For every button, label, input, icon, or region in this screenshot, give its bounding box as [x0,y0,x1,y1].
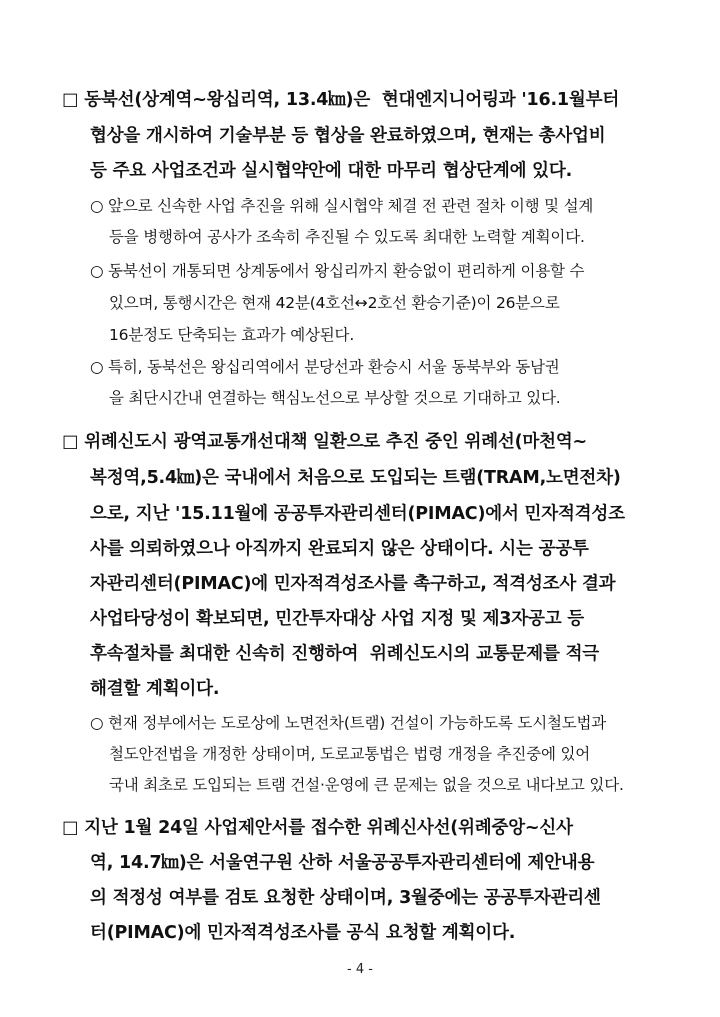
bullet-1-line-1: ○ 앞으로 신속한 사업 추진을 위해 실시협약 체결 전 관련 절차 이행 및 설계 [90,197,594,215]
bullet-4-line-1: ○ 현재 정부에서는 도로상에 노면전차(트램) 건설이 가능하도록 도시철도법과 [90,714,607,732]
bullet-2-line-2: 있으며, 통행시간은 현재 42분(4호선↔2호선 환승기준)이 26분으로 [109,294,560,312]
page-number: - 4 - [347,962,373,977]
section-3-line-3: 의 적정성 여부를 검토 요청한 상태이며, 3월중에는 공공투자관리센 [90,888,601,908]
section-3-line-2: 역, 14.7㎞)은 서울연구원 산하 서울공공투자관리센터에 제안내용 [90,853,595,873]
bullet-3-line-1: ○ 특히, 동북선은 왕십리역에서 분당선과 환승시 서울 동북부와 동남권 [90,358,560,376]
section-3-line-1: □ 지난 1월 24일 사업제안서를 접수한 위례신사선(위례중앙~신사 [62,818,573,838]
bullet-4-line-2: 철도안전법을 개정한 상태이며, 도로교통법은 법령 개정을 추진중에 있어 [109,745,591,763]
section-2-line-5: 자관리센터(PIMAC)에 민자적격성조사를 촉구하고, 적격성조사 결과 [90,574,616,594]
section-1-line-3: 등 주요 사업조건과 실시협약안에 대한 마무리 협상단계에 있다. [90,161,573,181]
section-2-line-8: 해결할 계획이다. [90,679,220,699]
section-2-line-6: 사업타당성이 확보되면, 민간투자대상 사업 지정 및 제3자공고 등 [90,609,585,629]
bullet-2-line-1: ○ 동북선이 개통되면 상계동에서 왕십리까지 환승없이 편리하게 이용할 수 [90,262,585,280]
section-1-line-2: 협상을 개시하여 기술부분 등 협상을 완료하였으며, 현재는 총사업비 [90,126,606,146]
section-1-line-1: □ 동북선(상계역~왕십리역, 13.4㎞)은 현대엔지니어링과 '16.1월부터 [62,90,620,110]
section-2-line-3: 으로, 지난 '15.11월에 공공투자관리센터(PIMAC)에서 민자적격성조 [90,504,625,524]
section-3-line-4: 터(PIMAC)에 민자적격성조사를 공식 요청할 계획이다. [90,923,516,943]
bullet-3-line-2: 을 최단시간내 연결하는 핵심노선으로 부상할 것으로 기대하고 있다. [109,389,561,407]
section-2-line-7: 후속절차를 최대한 신속히 진행하여 위례신도시의 교통문제를 적극 [90,644,599,664]
section-2-line-1: □ 위례신도시 광역교통개선대책 일환으로 추진 중인 위례선(마천역~ [62,432,587,452]
bullet-4-line-3: 국내 최초로 도입되는 트램 건설·운영에 큰 문제는 없을 것으로 내다보고 있다. [109,776,624,794]
bullet-2-line-3: 16분정도 단축되는 효과가 예상된다. [109,326,355,344]
section-2-line-2: 복정역,5.4㎞)은 국내에서 처음으로 도입되는 트램(TRAM,노면전차) [90,468,621,488]
bullet-1-line-2: 등을 병행하여 공사가 조속히 추진될 수 있도록 최대한 노력할 계획이다. [109,228,585,246]
section-2-line-4: 사를 의뢰하였으나 아직까지 완료되지 않은 상태이다. 시는 공공투 [90,539,589,559]
